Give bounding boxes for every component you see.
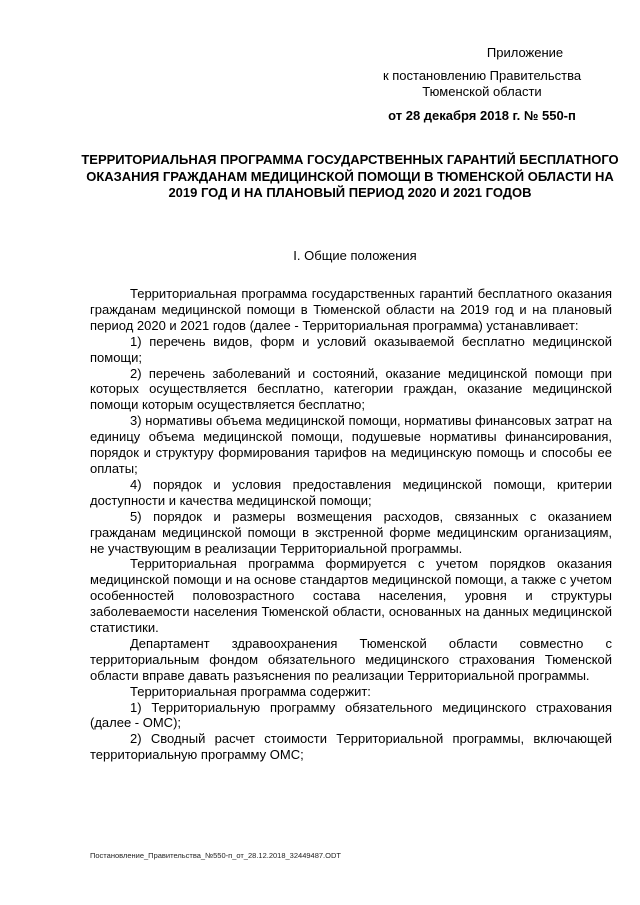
paragraph: 1) Территориальную программу обязательного медицинского страхования (далее - ОМС); <box>90 699 612 731</box>
appendix-label: Приложение <box>486 45 564 60</box>
paragraph: 3) нормативы объема медицинской помощи, нормативы финансовых затрат на единицу объема медицинской помощи, подушевые нормативы финансирования, порядок и структуру формирования тарифов на медицинскую помощь и способы ее оплаты; <box>90 413 612 476</box>
paragraph: Департамент здравоохранения Тюменской области совместно с территориальным фондом обязательного медицинского страхования Тюменской области вправе давать разъяснения по реализации Территориальной программы. <box>90 635 612 683</box>
section-heading: I. Общие положения <box>293 248 417 263</box>
document-title: ТЕРРИТОРИАЛЬНАЯ ПРОГРАММА ГОСУДАРСТВЕННЫХ ГАРАНТИЙ БЕСПЛАТНОГО ОКАЗАНИЯ ГРАЖДАНАМ МЕДИЦИНСКОЙ ПОМОЩИ В ТЮМЕНСКОЙ ОБЛАСТИ НА 2019 ГОД И НА ПЛАНОВЫЙ ПЕРИОД 2020 И 2021 ГОДОВ <box>81 152 619 200</box>
decree-date-number: от 28 декабря 2018 г. № 550-п <box>388 108 576 123</box>
paragraph: Территориальная программа содержит: <box>130 683 371 699</box>
paragraph: 1) перечень видов, форм и условий оказываемой бесплатно медицинской помощи; <box>90 333 612 365</box>
paragraph: Территориальная программа формируется с учетом порядков оказания медицинской помощи и на основе стандартов медицинской помощи, а также с учетом особенностей половозрастного состава населения, уровня и структуры заболеваемости населения Тюменской области, основанных на данных медицинской статистики. <box>90 556 612 636</box>
paragraph: 2) Сводный расчет стоимости Территориальной программы, включающей территориальную программу ОМС; <box>90 731 612 763</box>
paragraph: 4) порядок и условия предоставления медицинской помощи, критерии доступности и качества медицинской помощи; <box>90 476 612 508</box>
paragraph: 2) перечень заболеваний и состояний, оказание медицинской помощи при которых осуществляется бесплатно, категории граждан, оказание медицинской помощи которым осуществляется бесплатно; <box>90 365 612 413</box>
decree-reference: к постановлению Правительства Тюменской области <box>382 68 582 99</box>
paragraph: 5) порядок и размеры возмещения расходов, связанных с оказанием гражданам медицинской помощи в экстренной форме медицинским организациям, не участвующим в реализации Территориальной программы. <box>90 508 612 556</box>
file-name-footer: Постановление_Правительства_№550-п_от_28.12.2018_32449487.ODT <box>90 851 341 860</box>
document-body <box>90 286 612 763</box>
paragraph: Территориальная программа государственных гарантий бесплатного оказания гражданам медицинской помощи в Тюменской области на 2019 год и на плановый период 2020 и 2021 годов (далее - Территориальная программа) устанавливает: <box>90 286 612 333</box>
